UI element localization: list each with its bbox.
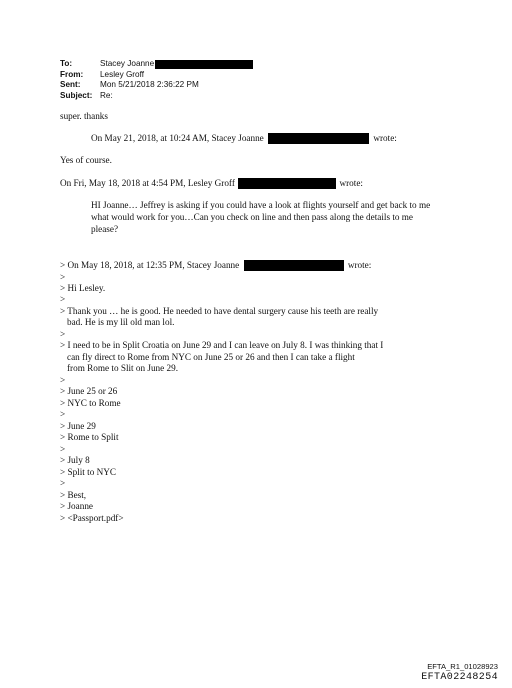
quote1-header: [91, 133, 397, 144]
to-label: To:: [60, 59, 73, 68]
quote-line-hi: > Hi Lesley.: [60, 283, 106, 293]
quote2-suffix: wrote:: [339, 178, 363, 188]
quote3-suffix: wrote:: [347, 260, 372, 270]
quote-line-june29: > June 29: [60, 421, 96, 431]
quote-line-july8: > July 8: [60, 455, 90, 465]
quote1-prefix: On May 21, 2018, at 10:24 AM, Stacey Joanne: [91, 133, 264, 143]
reply-text: super. thanks: [60, 111, 108, 121]
quote-line-rome-split: > Rome to Split: [60, 432, 119, 442]
quote2-header: [60, 178, 363, 189]
to-row: [60, 59, 253, 70]
quote3-header: [60, 260, 371, 271]
from-label: From:: [60, 69, 84, 79]
sent-label: Sent:: [60, 80, 81, 90]
quote-marker: >: [60, 375, 66, 385]
quote-marker: >: [60, 272, 66, 282]
redaction-box: [238, 178, 336, 189]
quote-line-june25: > June 25 or 26: [60, 386, 118, 396]
attachment-link[interactable]: > <Passport.pdf>: [60, 513, 124, 523]
quote-line-best: > Best,: [60, 490, 87, 500]
quote-line-split-nyc: > Split to NYC: [60, 467, 116, 477]
quote-line-thanks-2: bad. He is my lil old man lol.: [67, 317, 175, 327]
quote2-prefix: On Fri, May 18, 2018 at 4:54 PM, Lesley Groff: [60, 178, 235, 188]
quote-marker: >: [60, 294, 66, 304]
from-value: Lesley Groff: [100, 69, 144, 79]
quote-marker: >: [60, 329, 66, 339]
quote-marker: >: [60, 444, 66, 454]
quote-line-thanks-1: > Thank you … he is good. He needed to have dental surgery cause his teeth are really: [60, 306, 379, 316]
subject-label: Subject:: [60, 90, 93, 100]
email-header: [60, 59, 253, 101]
quote-line-need-2: can fly direct to Rome from NYC on June 25 or 26 and then I can take a flight: [67, 352, 355, 362]
from-row: [60, 70, 253, 81]
quote-marker: >: [60, 409, 66, 419]
redaction-box: [268, 133, 369, 144]
quote-line-joanne: > Joanne: [60, 501, 93, 511]
sent-row: [60, 80, 253, 91]
subject-row: [60, 91, 253, 102]
subject-value: Re:: [100, 90, 113, 100]
sent-value: Mon 5/21/2018 2:36:22 PM: [100, 80, 199, 90]
bates-id-primary: EFTA_R1_01028923: [427, 662, 498, 671]
quote1-suffix: wrote:: [373, 133, 397, 143]
redaction-box: [244, 260, 344, 271]
quote-line-nyc-rome: > NYC to Rome: [60, 398, 121, 408]
to-value: Stacey Joanne: [100, 59, 155, 68]
quote2-text: HI Joanne… Jeffrey is asking if you could have a look at flights yourself and get back to me what would work for you…Can you check on line and then pass along the details to me please?: [91, 200, 431, 234]
quote-line-need-3: from Rome to Slit on June 29.: [67, 363, 179, 373]
quote-line-need-1: > I need to be in Split Croatia on June 29 and I can leave on July 8. I was thinking that I: [60, 340, 384, 350]
bates-id-secondary: EFTA02248254: [421, 672, 498, 683]
quote1-text: Yes of course.: [60, 155, 112, 165]
quote-marker: >: [60, 478, 66, 488]
quote3-prefix: > On May 18, 2018, at 12:35 PM, Stacey Joanne: [60, 260, 240, 270]
redaction-box: [155, 60, 253, 69]
